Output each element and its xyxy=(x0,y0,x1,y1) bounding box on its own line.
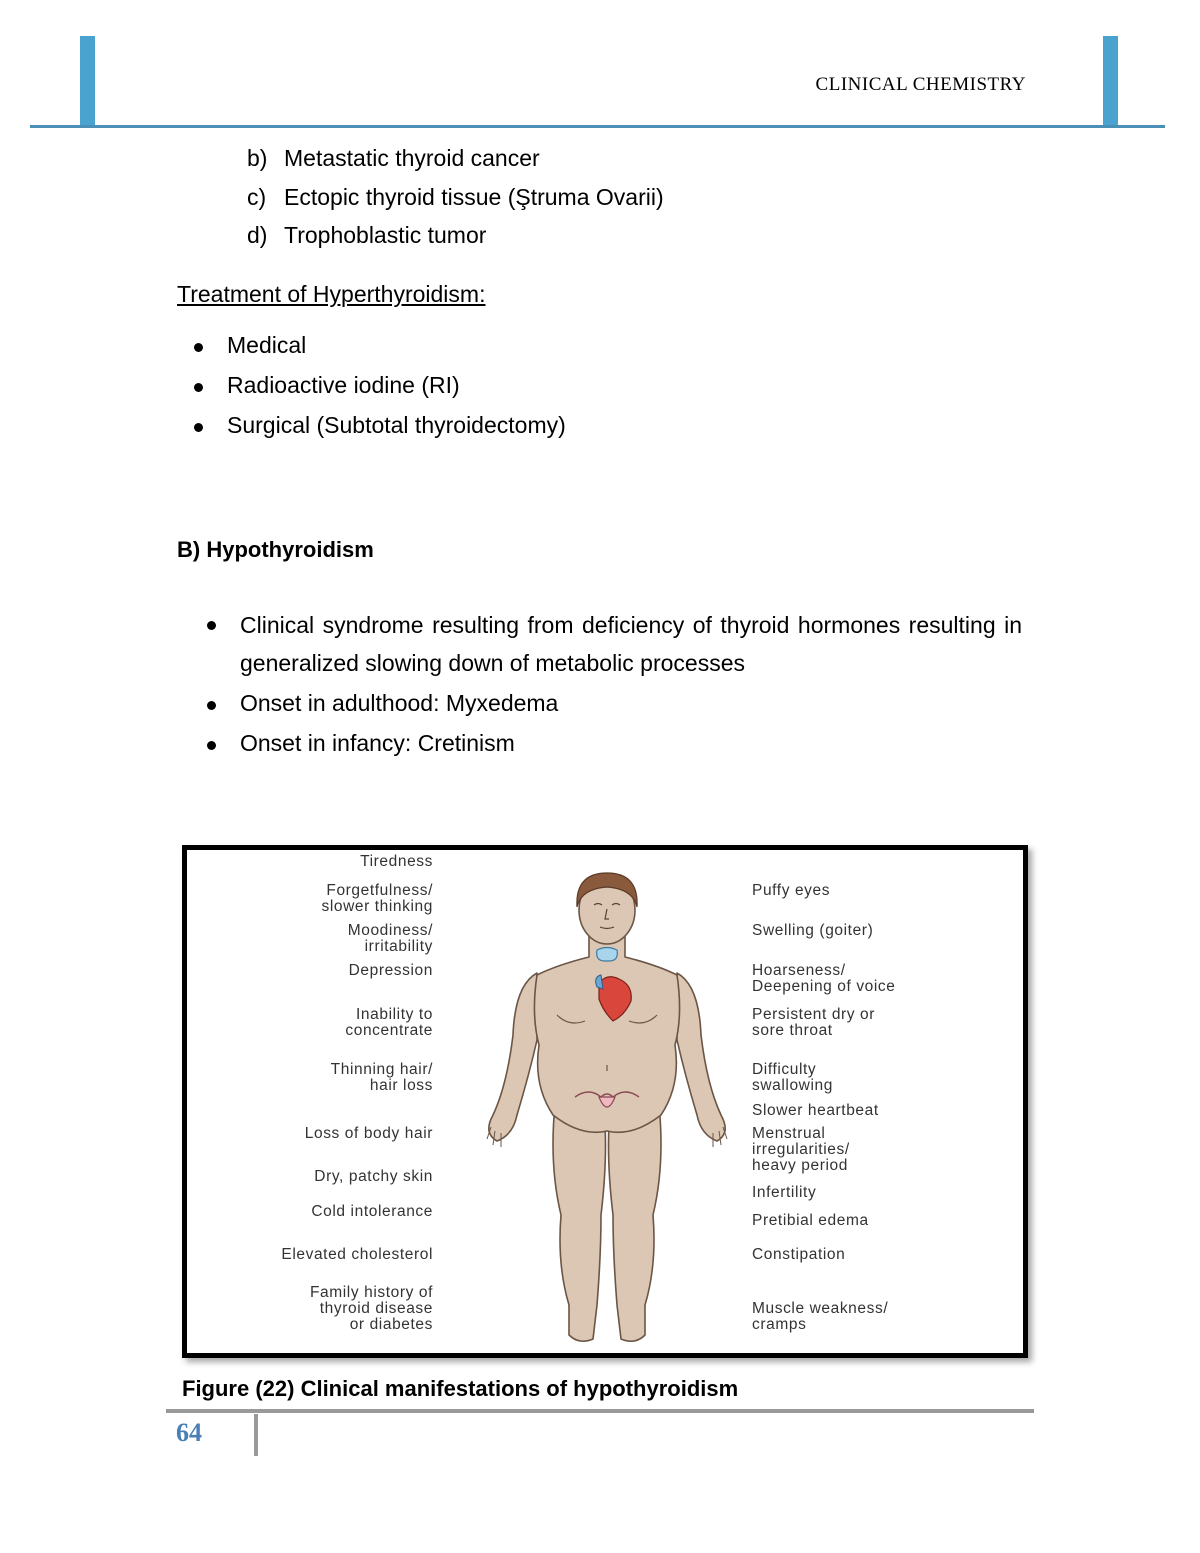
list-item-text: Radioactive iodine (RI) xyxy=(227,372,460,398)
header-left-bar xyxy=(80,36,95,126)
onset-list xyxy=(240,690,558,770)
figure-label: Persistent dry or sore throat xyxy=(752,1006,876,1039)
figure-label: Difficulty swallowing xyxy=(752,1061,833,1094)
figure-label: Slower heartbeat xyxy=(752,1102,879,1119)
footer-divider xyxy=(254,1414,258,1456)
list-item xyxy=(240,690,558,730)
figure-caption: Figure (22) Clinical manifestations of hypothyroidism xyxy=(182,1376,739,1401)
figure-label: Moodiness/ irritability xyxy=(347,922,433,955)
list-marker: c) xyxy=(247,183,267,210)
figure-label: Thinning hair/ hair loss xyxy=(330,1061,433,1094)
list-item-text: Trophoblastic tumor xyxy=(284,222,487,248)
bullet-icon xyxy=(194,423,203,432)
list-item-text: Metastatic thyroid cancer xyxy=(284,145,540,171)
bullet-icon xyxy=(207,621,216,630)
list-item-text: Onset in infancy: Cretinism xyxy=(240,730,515,756)
figure-label: Menstrual irregularities/ heavy period xyxy=(752,1125,850,1174)
list-item-text: Ectopic thyroid tissue (Ştruma Ovarii) xyxy=(284,183,664,210)
list-item xyxy=(227,332,566,372)
figure-label: Swelling (goiter) xyxy=(752,922,874,939)
figure-label: Muscle weakness/ cramps xyxy=(752,1300,889,1333)
list-item-text: Surgical (Subtotal thyroidectomy) xyxy=(227,412,566,438)
figure-label: Pretibial edema xyxy=(752,1212,869,1229)
page-number: 64 xyxy=(176,1418,202,1447)
figure-label: Loss of body hair xyxy=(304,1125,433,1142)
figure-label: Elevated cholesterol xyxy=(281,1246,433,1263)
list-item xyxy=(247,222,664,261)
figure-label: Puffy eyes xyxy=(752,882,831,899)
list-item xyxy=(240,730,558,770)
treatment-list xyxy=(227,332,566,452)
list-item xyxy=(227,412,566,452)
header-rule xyxy=(30,125,1165,128)
figure-label: Depression xyxy=(348,962,433,979)
section-heading: B) Hypothyroidism xyxy=(177,537,374,562)
figure-label: Infertility xyxy=(752,1184,817,1201)
treatment-heading: Treatment of Hyperthyroidism: xyxy=(177,281,486,307)
figure-label: Hoarseness/ Deepening of voice xyxy=(752,962,896,995)
list-item xyxy=(227,372,566,412)
running-header: CLINICAL CHEMISTRY xyxy=(815,74,1026,95)
figure-label: Dry, patchy skin xyxy=(314,1168,433,1185)
causes-list xyxy=(247,145,664,261)
figure-label: Cold intolerance xyxy=(311,1203,433,1220)
list-item-text: Clinical syndrome resulting from deficiency of thyroid hormones resulting in generalized slowing down of metabolic processes xyxy=(240,612,1022,676)
figure-frame xyxy=(182,845,1028,1358)
list-marker: b) xyxy=(247,145,268,171)
list-item-text: Onset in adulthood: Myxedema xyxy=(240,690,559,716)
figure-label: Family history of thyroid disease or diabetes xyxy=(309,1284,433,1333)
body-illustration xyxy=(457,865,757,1350)
figure-label: Inability to concentrate xyxy=(345,1006,433,1039)
footer-rule xyxy=(166,1409,1034,1413)
bullet-icon xyxy=(207,701,216,710)
list-marker: d) xyxy=(247,222,268,248)
bullet-icon xyxy=(194,383,203,392)
definition-item xyxy=(240,606,1022,682)
bullet-icon xyxy=(194,343,203,352)
bullet-icon xyxy=(207,741,216,750)
list-item xyxy=(247,145,664,184)
figure-label: Tiredness xyxy=(360,853,433,870)
list-item-text: Medical xyxy=(227,332,307,358)
header-right-bar xyxy=(1103,36,1118,126)
figure-label: Constipation xyxy=(752,1246,846,1263)
figure-label: Forgetfulness/ slower thinking xyxy=(321,882,433,915)
list-item xyxy=(247,184,664,223)
